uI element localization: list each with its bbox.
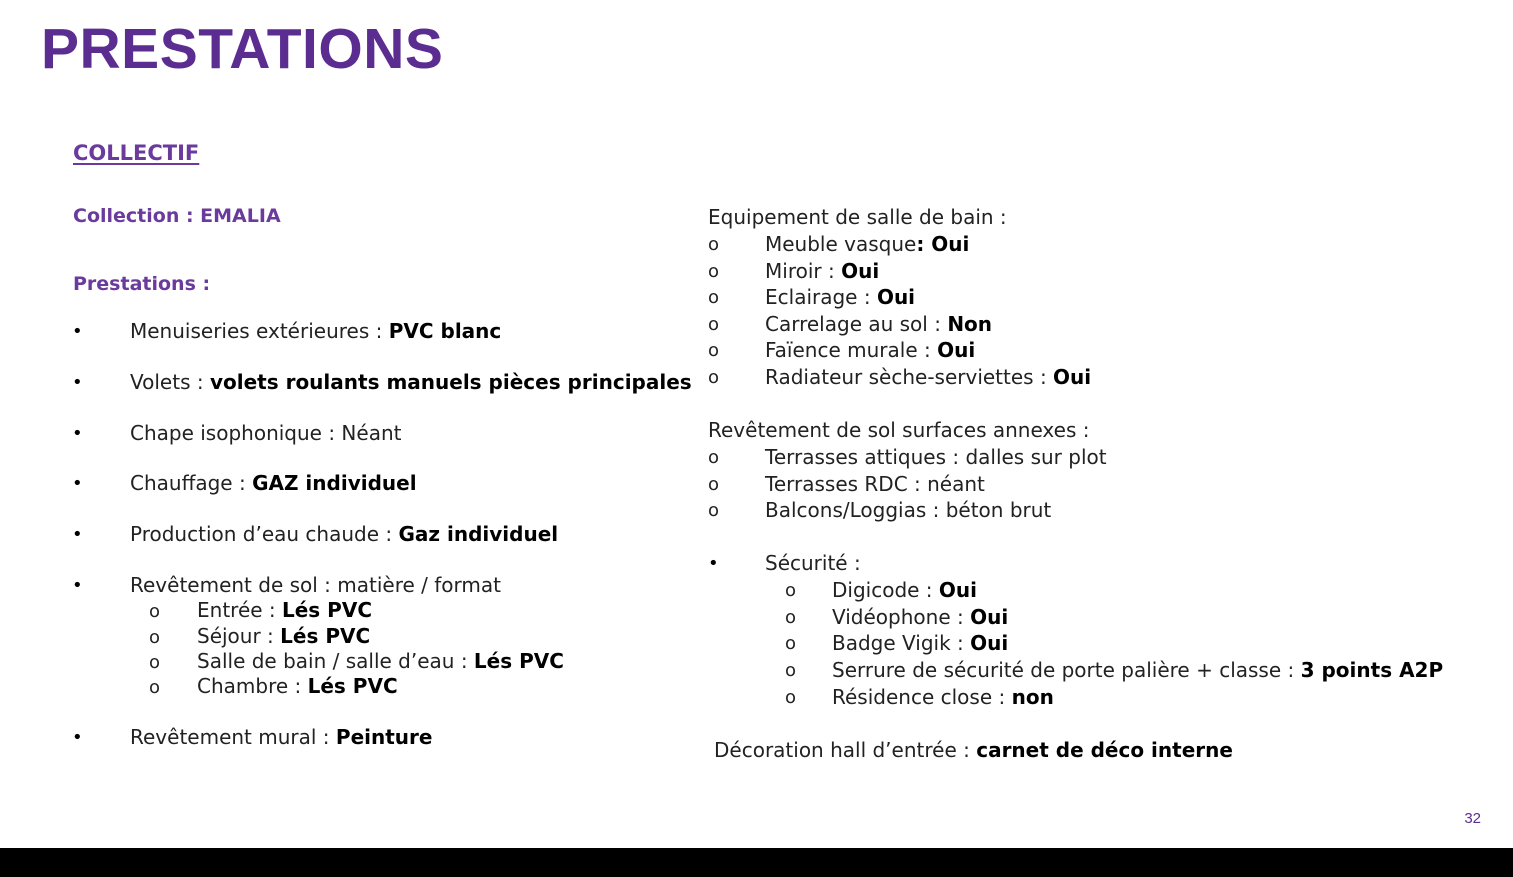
- sub-bullet: o: [149, 677, 161, 698]
- sub-bullet: o: [785, 633, 797, 654]
- list-item: Menuiseries extérieures : PVC blanc: [130, 319, 502, 343]
- sub-bullet: o: [785, 607, 797, 628]
- sub-list-item: Chambre : Lés PVC: [197, 674, 398, 698]
- sub-list-item: Serrure de sécurité de porte palière + classe : 3 points A2P: [832, 658, 1444, 682]
- bullet: •: [72, 524, 83, 545]
- bullet: •: [72, 575, 83, 596]
- securite-title: Sécurité :: [765, 551, 861, 575]
- list-item: Chauffage : GAZ individuel: [130, 471, 417, 495]
- sub-bullet: o: [708, 234, 720, 255]
- sub-bullet: o: [708, 367, 720, 388]
- sub-list-item: Résidence close : non: [832, 685, 1054, 709]
- bullet: •: [72, 372, 83, 393]
- footer-bar: [0, 848, 1513, 877]
- prestations-label: Prestations :: [73, 273, 211, 295]
- sub-bullet: o: [785, 580, 797, 601]
- list-item: Volets : volets roulants manuels pièces principales: [130, 370, 692, 394]
- sub-list-item: Entrée : Lés PVC: [197, 598, 372, 622]
- sub-list-item: Séjour : Lés PVC: [197, 624, 371, 648]
- sub-list-item: Miroir : Oui: [765, 259, 880, 283]
- sub-list-item: Salle de bain / salle d’eau : Lés PVC: [197, 649, 564, 673]
- sub-list-item: Radiateur sèche-serviettes : Oui: [765, 365, 1092, 389]
- sub-bullet: o: [708, 500, 720, 521]
- sub-list-item: Digicode : Oui: [832, 578, 978, 602]
- page-title: PRESTATIONS: [41, 17, 444, 81]
- sub-bullet: o: [149, 652, 161, 673]
- sub-bullet: o: [708, 287, 720, 308]
- bullet: •: [708, 553, 719, 574]
- deco-line: Décoration hall d’entrée : carnet de déco interne: [714, 738, 1233, 762]
- sub-list-item: Badge Vigik : Oui: [832, 631, 1009, 655]
- annexes-title: Revêtement de sol surfaces annexes :: [708, 418, 1090, 442]
- bullet: •: [72, 473, 83, 494]
- sub-bullet: o: [785, 687, 797, 708]
- sub-bullet: o: [708, 261, 720, 282]
- sub-list-item: Eclairage : Oui: [765, 285, 916, 309]
- sub-bullet: o: [708, 474, 720, 495]
- sub-list-item: Vidéophone : Oui: [832, 605, 1009, 629]
- sub-list-item: Terrasses RDC : néant: [765, 472, 985, 496]
- bain-title: Equipement de salle de bain :: [708, 205, 1007, 229]
- sub-bullet: o: [708, 447, 720, 468]
- list-item: Chape isophonique : Néant: [130, 421, 402, 445]
- list-item: Revêtement mural : Peinture: [130, 725, 433, 749]
- bullet: •: [72, 321, 83, 342]
- collection-label: Collection : EMALIA: [73, 205, 281, 227]
- list-item: Revêtement de sol : matière / format: [130, 573, 501, 597]
- sub-bullet: o: [708, 340, 720, 361]
- sub-bullet: o: [785, 660, 797, 681]
- sub-bullet: o: [149, 601, 161, 622]
- sub-list-item: Terrasses attiques : dalles sur plot: [765, 445, 1107, 469]
- sub-bullet: o: [149, 627, 161, 648]
- sub-list-item: Balcons/Loggias : béton brut: [765, 498, 1052, 522]
- sub-list-item: Carrelage au sol : Non: [765, 312, 993, 336]
- section-title: COLLECTIF: [73, 141, 200, 165]
- bullet: •: [72, 727, 83, 748]
- sub-bullet: o: [708, 314, 720, 335]
- sub-list-item: Faïence murale : Oui: [765, 338, 976, 362]
- page-number: 32: [1464, 810, 1481, 827]
- sub-list-item: Meuble vasque: Oui: [765, 232, 970, 256]
- bullet: •: [72, 423, 83, 444]
- list-item: Production d’eau chaude : Gaz individuel: [130, 522, 559, 546]
